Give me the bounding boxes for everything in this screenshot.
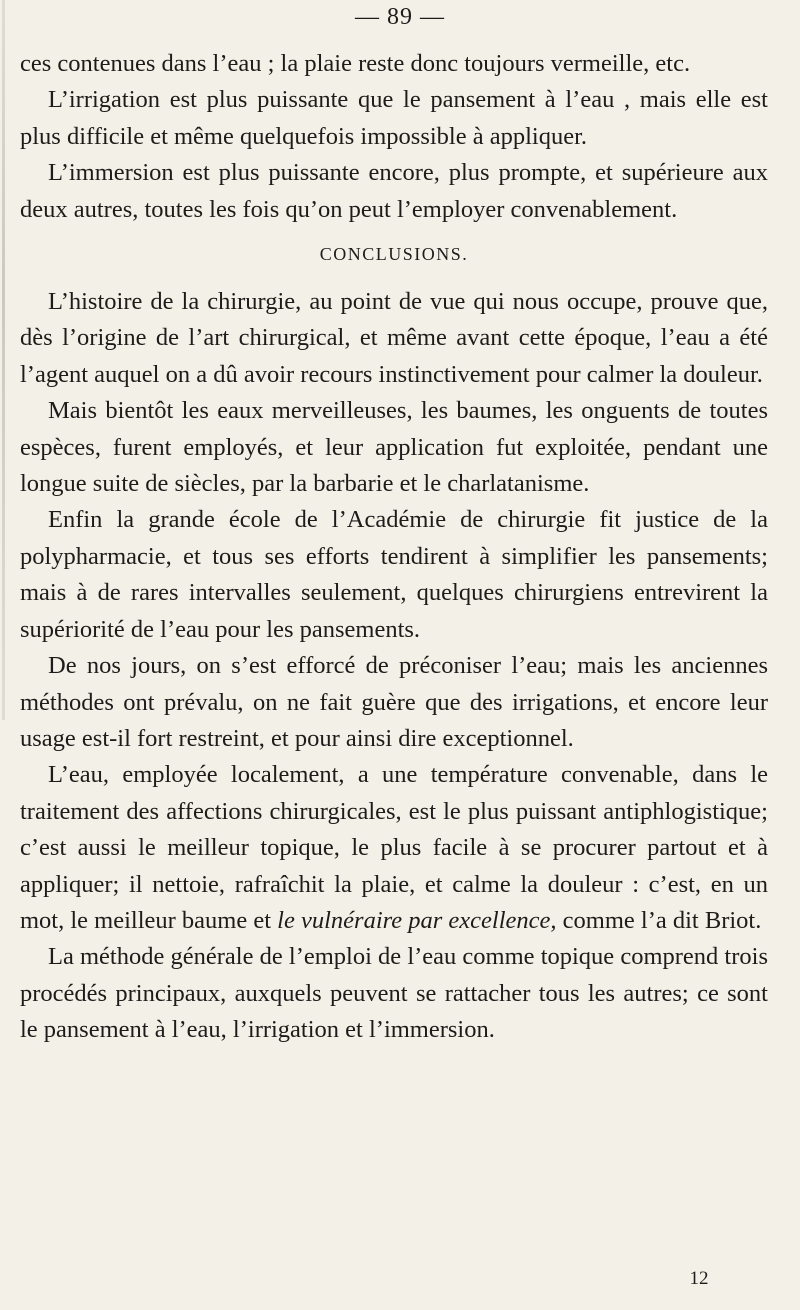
- paragraph: De nos jours, on s’est efforcé de préconiser l’eau; mais les anciennes méthodes ont prévalu, on ne fait guère que des irrigations, et encore leur usage est-il fort restreint, et pour ainsi dire exceptionnel.: [20, 652, 768, 752]
- paragraph: Mais bientôt les eaux merveilleuses, les baumes, les onguents de toutes espèces, furent employés, et leur application fut exploitée, pendant une longue suite de siècles, par la barbarie et le charlatanisme.: [20, 397, 768, 498]
- paragraph-text: L’eau, employée localement, a une température convenable, dans le traitement des affections chirurgicales, est le plus puissant antiphlogistique; c’est aussi le meilleur topique, le plus facile à se procurer partout et à appliquer; il nettoie, rafraîchit la plaie, et calme la douleur : c’est, en un mot, le meilleur baume et: [20, 761, 768, 934]
- signature-mark: 12: [689, 1268, 709, 1289]
- paragraph: L’histoire de la chirurgie, au point de vue qui nous occupe, prouve que, dès l’origine de l’art chirurgical, et même avant cette époque, l’eau a été l’agent auquel on a dû avoir recours instinctivement pour calmer la douleur.: [20, 288, 768, 388]
- paragraph: La méthode générale de l’emploi de l’eau comme topique comprend trois procédés principaux, auxquels peuvent se rattacher tous les autres; ce sont le pansement à l’eau, l’irrigation et l’immersion.: [20, 943, 768, 1044]
- section-heading: CONCLUSIONS.: [319, 244, 469, 265]
- signature-mark-row: [0, 1268, 748, 1290]
- page-number: — 89 —: [355, 4, 445, 30]
- italic-quote: le vulnéraire par excellence,: [277, 906, 557, 934]
- paragraph: ces contenues dans l’eau ; la plaie reste donc toujours vermeille, etc.: [20, 50, 691, 77]
- paragraph: L’irrigation est plus puissante que le pansement à l’eau , mais elle est plus difficile et même quelquefois impossible à appliquer.: [20, 86, 768, 150]
- paragraph: [20, 757, 768, 939]
- paragraph: L’immersion est plus puissante encore, plus prompte, et supérieure aux deux autres, toutes les fois qu’on peut l’employer convenablement.: [20, 159, 768, 223]
- body-text: [20, 46, 768, 1049]
- page-gutter-shadow: [2, 0, 5, 720]
- paragraph: Enfin la grande école de l’Académie de chirurgie fit justice de la polypharmacie, et tous ses efforts tendirent à simplifier les pansements; mais à de rares intervalles seulement, quelques chirurgiens entrevirent la supériorité de l’eau pour les pansements.: [20, 506, 768, 643]
- paragraph-text: comme l’a dit Briot.: [556, 906, 762, 934]
